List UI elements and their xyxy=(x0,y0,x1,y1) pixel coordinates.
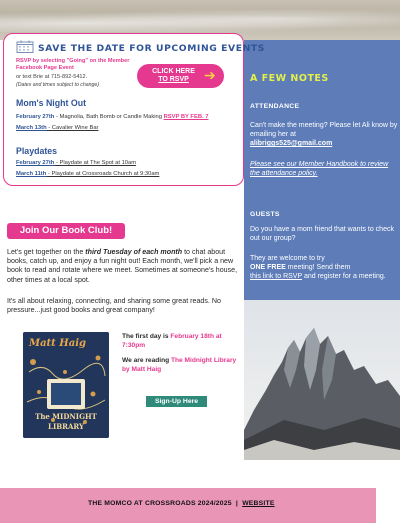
handbook-link[interactable]: Please see our Member Handbook to review the attendance policy. xyxy=(250,161,389,177)
moms-event-2[interactable]: March 13th - Cavalier Wine Bar xyxy=(16,125,99,131)
moms-event-1: February 27th - Magnolia, Bath Bomb or Candle Making RSVP BY FEB. 7 xyxy=(16,114,209,120)
book-club-description-2: It's all about relaxing, connecting, and sharing some great reads. No pressure...just good books and great company! xyxy=(7,297,221,315)
current-book-info: We are reading The Midnight Library by Matt Haig xyxy=(122,357,237,373)
calendar-icon xyxy=(16,40,34,53)
attendance-label: ATTENDANCE xyxy=(250,103,300,110)
guests-label: GUESTS xyxy=(250,211,280,218)
guests-welcome: They are welcome to try ONE FREE meeting! Send them this link to RSVP and register for a meeting. xyxy=(250,255,386,280)
rsvp-text-line: or text Brie at 715-892-5412. xyxy=(16,74,88,80)
rsvp-instructions: RSVP by selecting "Going" on the Member Facebook Page Event xyxy=(16,58,130,71)
playdate-1[interactable]: February 27th - Playdate at The Spot at 10am xyxy=(16,160,137,166)
sign-up-button[interactable]: Sign-Up Here xyxy=(146,396,207,407)
arrow-right-icon: ➔ xyxy=(204,67,216,83)
footer-text: THE MOMCO AT CROSSROADS 2024/2025 | WEBSITE xyxy=(88,500,275,507)
click-line-2: TO RSVP xyxy=(158,76,189,83)
guests-question: Do you have a mom friend that wants to check out our group? xyxy=(250,226,394,242)
first-day-info: The first day is February 18th at 7:30pm xyxy=(122,333,222,349)
rsvp-link[interactable]: this link to RSVP xyxy=(250,273,303,280)
book-cover-image xyxy=(23,332,109,438)
mountain-image xyxy=(244,300,400,460)
notes-title: A FEW NOTES xyxy=(250,73,329,84)
cover-title-1: The MIDNIGHT xyxy=(35,412,97,421)
cover-title-2: LIBRARY xyxy=(48,422,84,431)
click-line-1: CLICK HERE xyxy=(152,68,195,75)
event-date: March 13th xyxy=(16,125,47,131)
event-date: February 27th xyxy=(16,114,55,120)
book-club-description: Let's get together on the third Tuesday of each month to chat about books, catch up, and enjoy a fun night out! Each month, we'll pick a new book to read and rotate where we meet. Sometimes at someone's house, other times at a local spot. xyxy=(7,248,238,284)
moms-night-title: Mom's Night Out xyxy=(16,98,87,108)
attendance-text: Can't make the meeting? Please let Ali know by emailing her at xyxy=(250,122,398,138)
rsvp-note: (Dates and times subject to change) xyxy=(16,82,100,88)
save-the-date-title: SAVE THE DATE FOR UPCOMING EVENTS xyxy=(38,43,266,54)
playdate-2[interactable]: March 11th - Playdate at Crossroads Church at 9:30am xyxy=(16,171,160,177)
cover-author: Matt Haig xyxy=(29,338,86,349)
email-link[interactable]: alibriggs525@gmail.com xyxy=(250,140,333,147)
join-book-club-button[interactable]: Join Our Book Club! xyxy=(7,223,125,239)
website-link[interactable]: WEBSITE xyxy=(242,500,275,507)
playdates-title: Playdates xyxy=(16,146,58,156)
rsvp-by-link[interactable]: RSVP BY FEB. 7 xyxy=(163,114,209,120)
